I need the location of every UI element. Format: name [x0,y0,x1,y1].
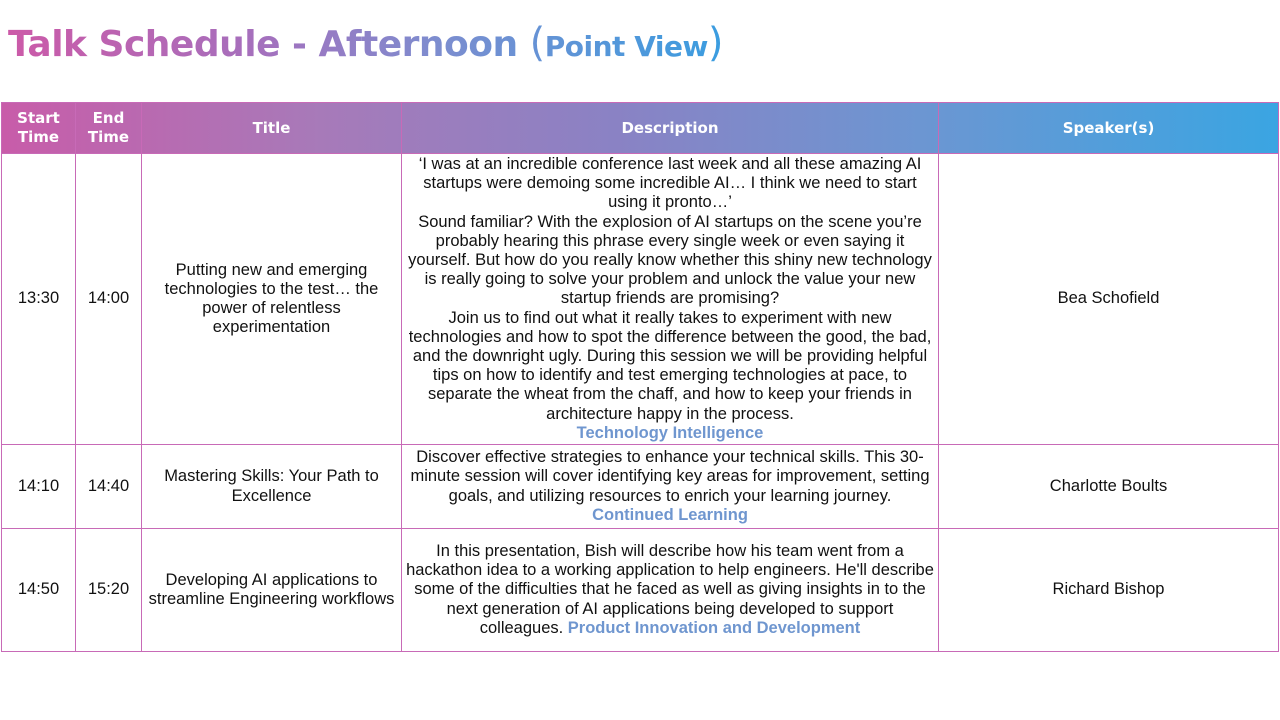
description-text: Discover effective strategies to enhance your technical skills. This 30-minute session will cover identifying key areas for improvement, setting goals, and utilizing resources to enrich your learning journey. [410,448,935,505]
category-tag: Product Innovation and Development [567,618,861,637]
description-paragraph: Sound familiar? With the explosion of AI startups on the scene you’re probably hearing this phrase every single week or even saying it yourself. But how do you really know whether this shiny new technology is really going to solve your problem and unlock the value your new startup friends are promising? [408,212,932,308]
table-header-row [2,103,1279,154]
cell-start-time: 13:30 [2,154,76,445]
cell-title: Developing AI applications to streamline Engineering workflows [142,529,402,652]
cell-end-time: 14:00 [76,154,142,445]
page-title [8,18,723,72]
header-end-time: End Time [76,103,142,154]
header-title: Title [142,103,402,154]
cell-title: Putting new and emerging technologies to the test… the power of relentless experimentation [142,154,402,445]
category-tag: Technology Intelligence [576,423,764,442]
page-title-paren-close: ) [707,20,723,66]
page-title-main: Talk Schedule - Afternoon [8,24,530,65]
table-row [2,529,1279,652]
cell-description [402,529,939,652]
cell-end-time: 15:20 [76,529,142,652]
talk-schedule-table [1,102,1279,652]
category-tag: Continued Learning [592,505,748,524]
page-title-paren-open: ( [529,20,545,66]
description-text: In this presentation, Bish will describe how his team went from a hackathon idea to a working application to help engineers. He'll describe some of the difficulties that he faced as well as giving insights in to the next generation of AI applications being developed to support colleagues. [406,541,934,637]
cell-start-time: 14:50 [2,529,76,652]
table-row [2,445,1279,529]
cell-start-time: 14:10 [2,445,76,529]
header-start-time: Start Time [2,103,76,154]
cell-speaker: Richard Bishop [939,529,1279,652]
header-speakers: Speaker(s) [939,103,1279,154]
description-paragraph: ‘I was at an incredible conference last week and all these amazing AI startups were demoing some incredible AI… I think we need to start using it pronto…’ [418,154,922,212]
cell-description [402,154,939,445]
cell-end-time: 14:40 [76,445,142,529]
cell-speaker: Charlotte Boults [939,445,1279,529]
page-title-subtitle: Point View [544,30,708,63]
table-row [2,154,1279,445]
description-paragraph: Join us to find out what it really takes to experiment with new technologies and how to spot the difference between the good, the bad, and the downright ugly. During this session we will be providing helpful tips on how to identify and test emerging technologies at pace, to separate the wheat from the chaff, and how to keep your friends in architecture happy in the process. [408,308,932,423]
cell-title: Mastering Skills: Your Path to Excellence [142,445,402,529]
cell-description [402,445,939,529]
header-description: Description [402,103,939,154]
cell-speaker: Bea Schofield [939,154,1279,445]
